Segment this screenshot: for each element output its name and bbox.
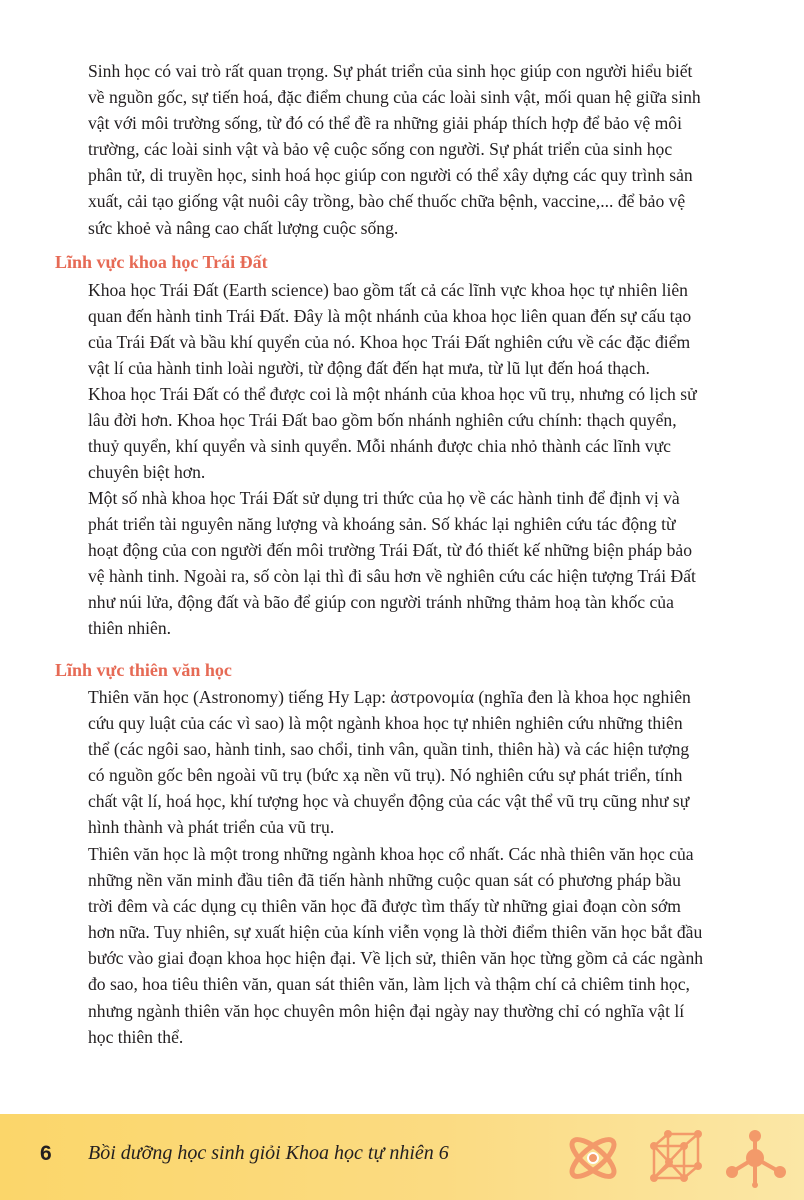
paragraph-astronomy-history	[88, 841, 785, 1050]
text-line: của Trái Đất và bầu khí quyển của nó. Khoa học Trái Đất nghiên cứu về các đặc điểm	[88, 332, 691, 353]
text-line: vật lí của hành tinh loài người, từ động đất đến hạt mưa, từ lũ lụt đến hoá thạch.	[88, 358, 650, 379]
text-line: trường, các loài sinh vật và bảo vệ cuộc sống con người. Sự phát triển của sinh học	[88, 139, 673, 160]
text-line: hơn nữa. Tuy nhiên, sự xuất hiện của kính viễn vọng là thời điểm thiên văn học bắt đầu	[88, 922, 703, 943]
heading-astronomy: Lĩnh vực thiên văn học	[55, 660, 232, 680]
text-line: lâu đời hơn. Khoa học Trái Đất bao gồm bốn nhánh nghiên cứu chính: thạch quyển,	[88, 410, 677, 431]
text-line: hoạt động của con người đến môi trường Trái Đất, từ đó thiết kế những biện pháp bảo	[88, 540, 693, 561]
paragraph-biology-role	[88, 58, 785, 241]
text-line: Khoa học Trái Đất có thể được coi là một nhánh của khoa học vũ trụ, nhưng có lịch sử	[88, 384, 697, 404]
molecule-icon	[722, 1128, 788, 1188]
text-line: Khoa học Trái Đất (Earth science) bao gồm tất cả các lĩnh vực khoa học tự nhiên liên	[88, 280, 688, 300]
book-title: Bồi dưỡng học sinh giỏi Khoa học tự nhiên 6	[88, 1142, 449, 1164]
text-line: vệ hành tinh. Ngoài ra, số còn lại thì đi sâu hơn về nghiên cứu các hiện tượng Trái Đất	[88, 566, 696, 587]
text-line: Thiên văn học (Astronomy) tiếng Hy Lạp: ἀστρονομία (nghĩa đen là khoa học nghiên	[88, 687, 691, 707]
text-line: phân tử, di truyền học, sinh hoá học giúp con người có thể xây dựng các quy trình sản	[88, 165, 693, 186]
text-line: hình thành và phát triển của vũ trụ.	[88, 817, 335, 838]
text-line: Sinh học có vai trò rất quan trọng. Sự phát triển của sinh học giúp con người hiểu biết	[88, 61, 693, 81]
text-line: phát triển tài nguyên năng lượng và khoáng sản. Số khác lại nghiên cứu tác động từ	[88, 514, 676, 535]
text-line: đo sao, hoa tiêu thiên văn, quan sát thiên văn, làm lịch và thậm chí cả chiêm tinh học,	[88, 974, 690, 995]
text-line: thể (các ngôi sao, hành tinh, sao chổi, tinh vân, quần tinh, thiên hà) và các hiện tượng	[88, 739, 690, 760]
text-line: quan đến hành tinh Trái Đất. Đây là một nhánh của khoa học liên quan đến sự cấu tạo	[88, 306, 692, 327]
text-line: chuyên biệt hơn.	[88, 462, 206, 483]
paragraph-earth-science-branches	[88, 381, 785, 485]
paragraph-earth-science-definition	[88, 277, 785, 381]
crystal-lattice-icon	[648, 1128, 704, 1188]
text-line: nhưng ngành thiên văn học chuyên môn hiện đại ngày nay thường chỉ có nghĩa vật lí	[88, 1000, 685, 1021]
page-footer	[0, 1114, 804, 1200]
text-line: Thiên văn học là một trong những ngành khoa học cổ nhất. Các nhà thiên văn học của	[88, 844, 694, 864]
text-line: cứu quy luật của các vì sao) là một ngành khoa học tự nhiên nghiên cứu những thiên	[88, 713, 683, 734]
heading-earth-science: Lĩnh vực khoa học Trái Đất	[55, 252, 268, 272]
text-line: có nguồn gốc bên ngoài vũ trụ (bức xạ nền vũ trụ). Nó nghiên cứu sự phát triển, tính	[88, 765, 683, 786]
text-line: trời đêm và các dụng cụ thiên văn học đã được tìm thấy từ những giai đoạn còn sớm	[88, 896, 681, 917]
paragraph-earth-science-research	[88, 485, 785, 642]
text-line: sức khoẻ và nâng cao chất lượng cuộc sống.	[88, 217, 399, 238]
text-line: những nền văn minh đầu tiên đã tiến hành những cuộc quan sát có phương pháp bầu	[88, 870, 681, 891]
text-line: Một số nhà khoa học Trái Đất sử dụng tri thức của họ về các hành tinh để định vị và	[88, 488, 680, 508]
page-number: 6	[40, 1142, 52, 1165]
text-line: bước vào giai đoạn khoa học hiện đại. Về lịch sử, thiên văn học từng gồm cả các ngành	[88, 948, 704, 969]
text-line: xuất, cải tạo giống vật nuôi cây trồng, bào chế thuốc chữa bệnh, vaccine,... để bảo vệ	[88, 191, 686, 212]
text-line: vật với môi trường sống, từ đó có thể đề ra những giải pháp thích hợp để bảo vệ môi	[88, 113, 682, 134]
text-line: học thiên thể.	[88, 1026, 184, 1047]
paragraph-astronomy-definition	[88, 684, 785, 841]
text-line: thiên nhiên.	[88, 618, 172, 639]
text-line: chất vật lí, hoá học, khí tượng học và chuyển động của các vật thể vũ trụ cũng như sự	[88, 791, 690, 812]
text-line: về nguồn gốc, sự tiến hoá, đặc điểm chung của các loài sinh vật, mối quan hệ giữa sinh	[88, 87, 701, 108]
atom-icon	[563, 1128, 623, 1188]
text-line: như núi lửa, động đất và bão để giúp con người tránh những thảm hoạ tàn khốc của	[88, 592, 674, 613]
text-line: thuỷ quyển, khí quyển và sinh quyển. Mỗi nhánh được chia nhỏ thành các lĩnh vực	[88, 436, 671, 457]
